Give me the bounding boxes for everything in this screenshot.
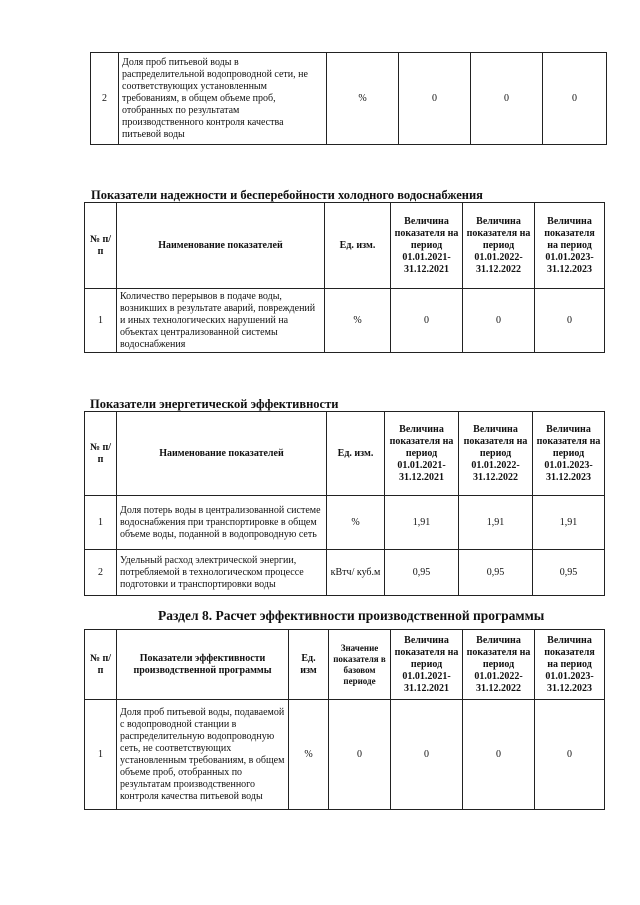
unit-cell: %: [327, 496, 385, 550]
header-name: Наименование показателей: [117, 412, 327, 496]
value-2023: 0: [535, 700, 605, 810]
table-row: [85, 550, 605, 596]
unit-cell: %: [289, 700, 329, 810]
header-num: № п/п: [85, 203, 117, 289]
header-num: № п/п: [85, 412, 117, 496]
quality-table-continuation: [90, 52, 607, 145]
header-row: [85, 203, 605, 289]
table-row: [85, 700, 605, 810]
section8-title: Раздел 8. Расчет эффективности производственной программы: [158, 608, 545, 623]
unit-cell: %: [327, 53, 399, 145]
header-unit: Ед. изм.: [325, 203, 391, 289]
section8-table: [84, 629, 605, 810]
header-period-2021: Величина показателя на период 01.01.2021-31.12.2021: [391, 630, 463, 700]
value-2023: 0,95: [533, 550, 605, 596]
header-period-2023: Величина показателя на период 01.01.2023-31.12.2023: [535, 203, 605, 289]
row-number: 2: [85, 550, 117, 596]
header-period-2023: Величина показателя на период 01.01.2023-31.12.2023: [533, 412, 605, 496]
value-2022: 1,91: [459, 496, 533, 550]
value-2023: 1,91: [533, 496, 605, 550]
header-row: [85, 630, 605, 700]
unit-cell: %: [325, 289, 391, 353]
value-2021: 0,95: [385, 550, 459, 596]
header-row: [85, 412, 605, 496]
table-row: [85, 289, 605, 353]
row-number: 2: [91, 53, 119, 145]
value-2022: 0: [463, 289, 535, 353]
table-row: [85, 496, 605, 550]
header-num: № п/п: [85, 630, 117, 700]
reliability-table: [84, 202, 605, 353]
row-number: 1: [85, 700, 117, 810]
energy-table: [84, 411, 605, 596]
indicator-name: Доля потерь воды в централизованной системе водоснабжения при транспортировке в общем объеме воды, поданной в водопроводную сеть: [117, 496, 327, 550]
indicator-name: Доля проб питьевой воды, подаваемой с водопроводной станции в распределительную водопроводную сеть, не соответствующих установленным требованиям, в общем объеме проб, отобранных по результатам производственного контроля качества питьевой воды: [117, 700, 289, 810]
header-period-2023: Величина показателя на период 01.01.2023-31.12.2023: [535, 630, 605, 700]
row-number: 1: [85, 496, 117, 550]
value-2022: 0: [471, 53, 543, 145]
value-2021: 0: [399, 53, 471, 145]
header-name: Наименование показателей: [117, 203, 325, 289]
header-name: Показатели эффективности производственной программы: [117, 630, 289, 700]
header-period-2021: Величина показателя на период 01.01.2021-31.12.2021: [385, 412, 459, 496]
header-period-2022: Величина показателя на период 01.01.2022-31.12.2022: [463, 630, 535, 700]
value-2023: 0: [535, 289, 605, 353]
header-period-2022: Величина показателя на период 01.01.2022-31.12.2022: [463, 203, 535, 289]
header-base-period: Значение показателя в базовом периоде: [329, 630, 391, 700]
indicator-name: Удельный расход электрической энергии, потребляемой в технологическом процессе подготовки и транспортировки воды: [117, 550, 327, 596]
reliability-title: Показатели надежности и бесперебойности холодного водоснабжения: [91, 188, 483, 202]
header-period-2021: Величина показателя на период 01.01.2021-31.12.2021: [391, 203, 463, 289]
indicator-name: Количество перерывов в подаче воды, возникших в результате аварий, повреждений и иных технологических нарушений на объектах централизованной системы водоснабжения: [117, 289, 325, 353]
header-unit: Ед. изм: [289, 630, 329, 700]
value-2022: 0: [463, 700, 535, 810]
table-row: [91, 53, 607, 145]
value-2023: 0: [543, 53, 607, 145]
header-period-2022: Величина показателя на период 01.01.2022-31.12.2022: [459, 412, 533, 496]
value-2021: 0: [391, 700, 463, 810]
indicator-name: Доля проб питьевой воды в распределительной водопроводной сети, не соответствующих установленным требованиям, в общем объеме проб, отобранных по результатам производственного контроля качества питьевой воды: [119, 53, 327, 145]
base-value: 0: [329, 700, 391, 810]
unit-cell: кВтч/ куб.м: [327, 550, 385, 596]
value-2021: 0: [391, 289, 463, 353]
value-2022: 0,95: [459, 550, 533, 596]
row-number: 1: [85, 289, 117, 353]
header-unit: Ед. изм.: [327, 412, 385, 496]
energy-title: Показатели энергетической эффективности: [90, 397, 339, 411]
value-2021: 1,91: [385, 496, 459, 550]
